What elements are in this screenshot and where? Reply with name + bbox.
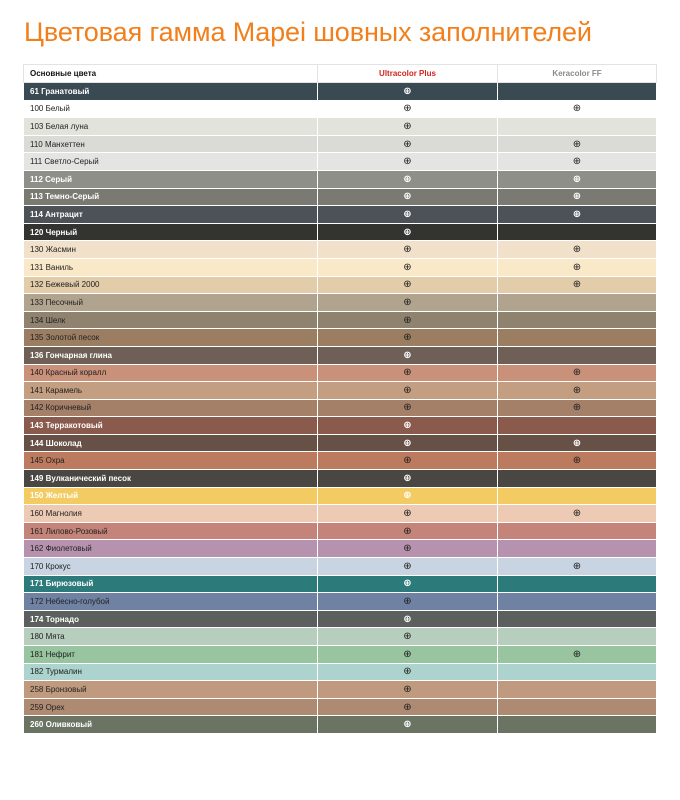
keracolor-available-icon: ⊕ xyxy=(498,399,657,417)
color-name: 180 Мята xyxy=(24,628,318,646)
keracolor-cell xyxy=(498,663,657,681)
keracolor-available-icon: ⊕ xyxy=(498,241,657,259)
table-row xyxy=(24,83,657,101)
color-name: 171 Бирюзовый xyxy=(24,575,318,593)
ultracolor-available-icon: ⊕ xyxy=(318,487,498,505)
color-name: 182 Турмалин xyxy=(24,663,318,681)
table-row xyxy=(24,434,657,452)
ultracolor-available-icon: ⊕ xyxy=(318,311,498,329)
color-name: 149 Вулканический песок xyxy=(24,470,318,488)
ultracolor-available-icon: ⊕ xyxy=(318,241,498,259)
color-name: 170 Крокус xyxy=(24,558,318,576)
keracolor-cell xyxy=(498,681,657,699)
keracolor-cell xyxy=(498,628,657,646)
ultracolor-available-icon: ⊕ xyxy=(318,698,498,716)
table-row xyxy=(24,505,657,523)
ultracolor-available-icon: ⊕ xyxy=(318,470,498,488)
keracolor-cell xyxy=(498,522,657,540)
page-title: Цветовая гамма Mapei шовных заполнителей xyxy=(24,17,592,47)
color-name: 161 Лилово-Розовый xyxy=(24,522,318,540)
color-name: 112 Серый xyxy=(24,170,318,188)
ultracolor-available-icon: ⊕ xyxy=(318,382,498,400)
ultracolor-available-icon: ⊕ xyxy=(318,663,498,681)
table-row xyxy=(24,452,657,470)
ultracolor-available-icon: ⊕ xyxy=(318,540,498,558)
grout-color-table xyxy=(23,64,657,734)
keracolor-cell xyxy=(498,610,657,628)
table-row xyxy=(24,188,657,206)
table-row xyxy=(24,276,657,294)
color-name: 111 Светло-Серый xyxy=(24,153,318,171)
color-name: 144 Шоколад xyxy=(24,434,318,452)
ultracolor-available-icon: ⊕ xyxy=(318,522,498,540)
color-name: 114 Антрацит xyxy=(24,206,318,224)
table-row xyxy=(24,417,657,435)
ultracolor-available-icon: ⊕ xyxy=(318,505,498,523)
table-row xyxy=(24,206,657,224)
color-name: 141 Карамель xyxy=(24,382,318,400)
ultracolor-available-icon: ⊕ xyxy=(318,364,498,382)
table-row xyxy=(24,241,657,259)
ultracolor-available-icon: ⊕ xyxy=(318,135,498,153)
ultracolor-available-icon: ⊕ xyxy=(318,329,498,347)
table-row xyxy=(24,681,657,699)
keracolor-available-icon: ⊕ xyxy=(498,276,657,294)
keracolor-cell xyxy=(498,593,657,611)
keracolor-cell xyxy=(498,294,657,312)
table-header-row xyxy=(24,65,657,83)
ultracolor-available-icon: ⊕ xyxy=(318,258,498,276)
color-name: 181 Нефрит xyxy=(24,646,318,664)
ultracolor-available-icon: ⊕ xyxy=(318,118,498,136)
keracolor-cell xyxy=(498,329,657,347)
keracolor-cell xyxy=(498,118,657,136)
color-name: 142 Коричневый xyxy=(24,399,318,417)
table-row xyxy=(24,470,657,488)
ultracolor-available-icon: ⊕ xyxy=(318,153,498,171)
table-row xyxy=(24,663,657,681)
ultracolor-available-icon: ⊕ xyxy=(318,399,498,417)
table-row xyxy=(24,716,657,734)
table-row xyxy=(24,346,657,364)
color-name: 120 Черный xyxy=(24,223,318,241)
keracolor-cell xyxy=(498,311,657,329)
ultracolor-available-icon: ⊕ xyxy=(318,434,498,452)
keracolor-available-icon: ⊕ xyxy=(498,206,657,224)
ultracolor-available-icon: ⊕ xyxy=(318,558,498,576)
ultracolor-available-icon: ⊕ xyxy=(318,100,498,118)
ultracolor-available-icon: ⊕ xyxy=(318,294,498,312)
color-name: 135 Золотой песок xyxy=(24,329,318,347)
keracolor-available-icon: ⊕ xyxy=(498,100,657,118)
keracolor-available-icon: ⊕ xyxy=(498,646,657,664)
keracolor-cell xyxy=(498,346,657,364)
keracolor-available-icon: ⊕ xyxy=(498,170,657,188)
keracolor-cell xyxy=(498,575,657,593)
color-name: 258 Бронзовый xyxy=(24,681,318,699)
ultracolor-available-icon: ⊕ xyxy=(318,452,498,470)
ultracolor-available-icon: ⊕ xyxy=(318,593,498,611)
keracolor-cell xyxy=(498,417,657,435)
color-name: 100 Белый xyxy=(24,100,318,118)
table-row xyxy=(24,223,657,241)
header-keracolor-ff: Keracolor FF xyxy=(498,65,657,83)
ultracolor-available-icon: ⊕ xyxy=(318,575,498,593)
ultracolor-available-icon: ⊕ xyxy=(318,170,498,188)
table-row xyxy=(24,698,657,716)
keracolor-cell xyxy=(498,223,657,241)
keracolor-cell xyxy=(498,698,657,716)
keracolor-cell xyxy=(498,716,657,734)
keracolor-available-icon: ⊕ xyxy=(498,505,657,523)
color-name: 143 Терракотовый xyxy=(24,417,318,435)
color-name: 110 Манхеттен xyxy=(24,135,318,153)
table-row xyxy=(24,646,657,664)
ultracolor-available-icon: ⊕ xyxy=(318,417,498,435)
ultracolor-available-icon: ⊕ xyxy=(318,223,498,241)
table-row xyxy=(24,575,657,593)
color-rows xyxy=(24,83,657,734)
table-row xyxy=(24,135,657,153)
color-name: 259 Орех xyxy=(24,698,318,716)
table-row xyxy=(24,311,657,329)
table-row xyxy=(24,294,657,312)
color-name: 130 Жасмин xyxy=(24,241,318,259)
color-name: 132 Бежевый 2000 xyxy=(24,276,318,294)
color-name: 133 Песочный xyxy=(24,294,318,312)
ultracolor-available-icon: ⊕ xyxy=(318,206,498,224)
keracolor-cell xyxy=(498,487,657,505)
table-row xyxy=(24,487,657,505)
table-row xyxy=(24,153,657,171)
color-name: 172 Небесно-голубой xyxy=(24,593,318,611)
table-row xyxy=(24,382,657,400)
table-row xyxy=(24,593,657,611)
color-name: 131 Ваниль xyxy=(24,258,318,276)
ultracolor-available-icon: ⊕ xyxy=(318,716,498,734)
color-name: 134 Шелк xyxy=(24,311,318,329)
color-name: 150 Желтый xyxy=(24,487,318,505)
table-row xyxy=(24,522,657,540)
color-name: 162 Фиолетовый xyxy=(24,540,318,558)
table-row xyxy=(24,540,657,558)
header-ultracolor-plus: Ultracolor Plus xyxy=(318,65,498,83)
ultracolor-available-icon: ⊕ xyxy=(318,628,498,646)
ultracolor-available-icon: ⊕ xyxy=(318,346,498,364)
keracolor-available-icon: ⊕ xyxy=(498,382,657,400)
ultracolor-available-icon: ⊕ xyxy=(318,188,498,206)
table-row xyxy=(24,558,657,576)
keracolor-available-icon: ⊕ xyxy=(498,188,657,206)
table-row xyxy=(24,610,657,628)
color-name: 260 Оливковый xyxy=(24,716,318,734)
keracolor-available-icon: ⊕ xyxy=(498,135,657,153)
color-name: 61 Гранатовый xyxy=(24,83,318,101)
color-name: 136 Гончарная глина xyxy=(24,346,318,364)
ultracolor-available-icon: ⊕ xyxy=(318,83,498,101)
keracolor-available-icon: ⊕ xyxy=(498,364,657,382)
keracolor-available-icon: ⊕ xyxy=(498,153,657,171)
table-row xyxy=(24,364,657,382)
table-row xyxy=(24,628,657,646)
table-row xyxy=(24,329,657,347)
ultracolor-available-icon: ⊕ xyxy=(318,610,498,628)
color-name: 174 Торнадо xyxy=(24,610,318,628)
table-row xyxy=(24,399,657,417)
table-row xyxy=(24,100,657,118)
keracolor-cell xyxy=(498,83,657,101)
table-row xyxy=(24,258,657,276)
table-row xyxy=(24,118,657,136)
ultracolor-available-icon: ⊕ xyxy=(318,276,498,294)
keracolor-available-icon: ⊕ xyxy=(498,452,657,470)
table-row xyxy=(24,170,657,188)
color-name: 140 Красный коралл xyxy=(24,364,318,382)
color-name: 145 Охра xyxy=(24,452,318,470)
ultracolor-available-icon: ⊕ xyxy=(318,681,498,699)
color-name: 103 Белая луна xyxy=(24,118,318,136)
keracolor-available-icon: ⊕ xyxy=(498,258,657,276)
keracolor-cell xyxy=(498,470,657,488)
header-base-colors: Основные цвета xyxy=(24,65,318,83)
keracolor-cell xyxy=(498,540,657,558)
color-name: 160 Магнолия xyxy=(24,505,318,523)
ultracolor-available-icon: ⊕ xyxy=(318,646,498,664)
keracolor-available-icon: ⊕ xyxy=(498,558,657,576)
keracolor-available-icon: ⊕ xyxy=(498,434,657,452)
color-name: 113 Темно-Серый xyxy=(24,188,318,206)
